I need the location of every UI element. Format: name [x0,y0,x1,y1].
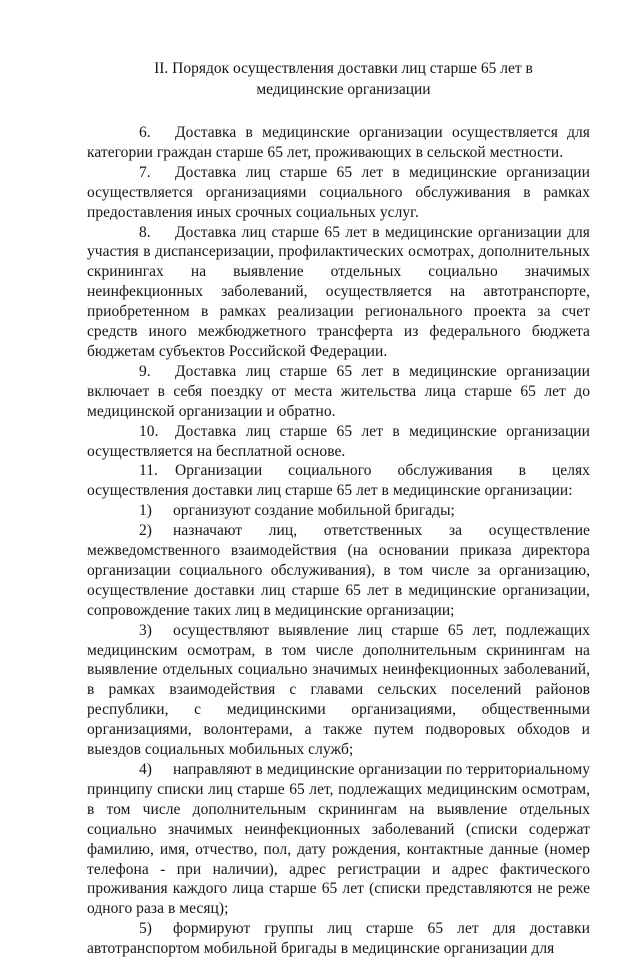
paragraph-text: Доставка лиц старше 65 лет в медицинские организации осуществляется организациями социального обслуживания в рамках предоставления иных срочных социальных услуг. [87,163,590,221]
subitem-4 [87,760,590,919]
subitem-3 [87,621,590,760]
subitem-5 [87,919,590,959]
paragraph-9 [87,362,590,422]
subitem-number: 4) [139,761,153,778]
paragraph-text: Доставка лиц старше 65 лет в медицинские организации для участия в диспансеризации, профилактических осмотрах, дополнительных скринингах на выявление отдельных социально значимых неинфекционных заболеваний, осуществляется на автотранспорте, приобретенном в рамках реализации регионального проекта за счет средств иного межбюджетного трансферта из федерального бюджета бюджетам субъектов Российской Федерации. [87,223,590,360]
paragraph-7 [87,163,590,223]
paragraph-number: 7. [139,163,151,181]
paragraph-number: 6. [139,124,151,141]
paragraph-number: 9. [139,362,151,380]
paragraph-number: 11. [139,462,158,480]
subitem-text: осуществляют выявление лиц старше 65 лет, подлежащих медицинским осмотрам, в том числе дополнительным скринингам на выявление отдельных социально значимых неинфекционных заболеваний, в рамках взаимодействия с главами сельских поселений районов республики, с медицинскими организациями, общественными организациями, волонтерами, а также путем подворовых обходов и выездов социальных мобильных служб; [87,621,590,759]
paragraph-text: Организации социального обслуживания в целях осуществления доставки лиц старше 65 лет в медицинские организации: [87,462,590,500]
subitem-number: 2) [139,522,153,540]
subitem-text: организуют создание мобильной бригады; [173,502,455,520]
paragraph-10 [87,422,590,462]
subitem-text: формируют группы лиц старше 65 лет для доставки автотранспортом мобильной бригады в медицинские организации для [87,920,590,958]
paragraph-text: Доставка лиц старше 65 лет в медицинские организации осуществляется на бесплатной основе. [87,422,590,460]
section-heading [87,58,590,100]
subitem-number: 3) [139,621,153,639]
subitem-1 [87,501,590,521]
subitem-2 [87,521,590,621]
section-heading-line-2: медицинские организации [256,81,431,98]
subitem-text: назначают лиц, ответственных за осуществление межведомственного взаимодействия (на основании приказа директора организации социального обслуживания), в том числе за организацию, осуществление доставки лиц старше 65 лет в медицинские организации, сопровождение таких лиц в медицинские организации; [87,522,590,619]
subitem-number: 5) [139,920,153,938]
paragraph-number: 8. [139,223,151,241]
subitem-text: направляют в медицинские организации по территориальному принципу списки лиц старше 65 лет, подлежащих медицинским осмотрам, в том числе дополнительным скринингам на выявление отдельных социально значимых неинфекционных заболеваний (списки содержат фамилию, имя, отчество, пол, дату рождения, контактные данные (номер телефона - при наличии), адрес регистрации и адрес фактического проживания каждого лица старше 65 лет (списки представляются не реже одного раза в месяц); [87,761,590,918]
paragraph-text: Доставка в медицинские организации осуществляется для категории граждан старше 65 лет, проживающих в сельской местности. [87,124,590,161]
subitem-number: 1) [139,502,153,520]
paragraph-text: Доставка лиц старше 65 лет в медицинские организации включает в себя поездку от места жительства лица старше 65 лет до медицинской организации и обратно. [87,362,590,420]
paragraph-number: 10. [139,422,159,440]
paragraph-6 [87,123,590,163]
section-heading-line-1: II. Порядок осуществления доставки лиц старше 65 лет в [154,60,533,77]
paragraph-8 [87,223,590,362]
paragraph-11 [87,461,590,501]
